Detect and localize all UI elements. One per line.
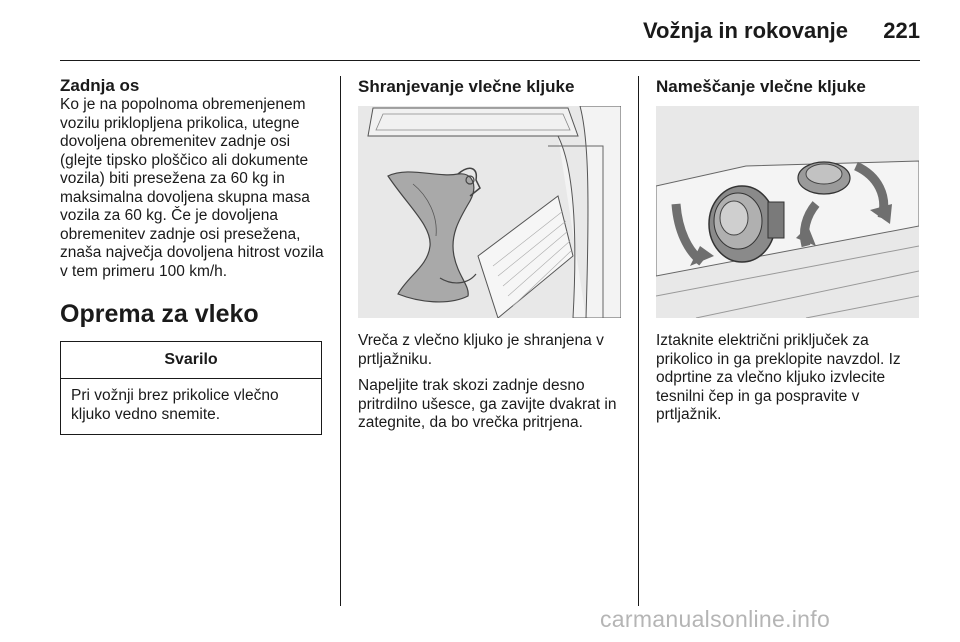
installation-instructions: Iztaknite električni priključek za prikolico in ga preklopite navzdol. Iz odprtine za vlečno kljuko izvlecite tesnilni čep in ga pospravite v prtljažnik. bbox=[656, 332, 901, 423]
warning-box bbox=[60, 341, 322, 435]
column-left bbox=[60, 76, 326, 435]
rear-axle-text: Ko je na popolnoma obremenjenem vozilu priklopljena prikolica, utegne dovoljena obremenitev zadnje osi (glejte tipsko ploščico ali dokumente vozila) biti presežena za 60 kg in maksimalna dovoljena skupna masa vozila za 60 kg. Če je dovoljena obremenitev zadnje osi presežena, znaša največja dovoljena hitrost vozila v tem primeru 100 km/h. bbox=[60, 96, 324, 280]
storage-instructions: Napeljite trak skozi zadnje desno pritrdilno ušesce, ga zavijte dvakrat in zategnite, da bo vrečka pritrjena. bbox=[358, 377, 617, 431]
section-title: Vožnja in rokovanje bbox=[643, 18, 848, 43]
tow-bag-illustration bbox=[358, 106, 621, 318]
column-divider-2 bbox=[638, 76, 639, 606]
column-divider-1 bbox=[340, 76, 341, 606]
warning-title: Svarilo bbox=[61, 342, 321, 379]
column-right bbox=[656, 76, 922, 425]
towing-equipment-heading: Oprema za vleko bbox=[60, 300, 259, 328]
storage-heading: Shranjevanje vlečne kljuke bbox=[358, 77, 575, 96]
watermark: carmanualsonline.info bbox=[600, 606, 831, 632]
page-number: 221 bbox=[883, 18, 920, 43]
column-middle bbox=[358, 76, 624, 433]
installation-heading: Nameščanje vlečne kljuke bbox=[656, 77, 866, 96]
tow-socket-illustration bbox=[656, 106, 919, 318]
warning-text: Pri vožnji brez prikolice vlečno kljuko vedno snemite. bbox=[71, 387, 279, 423]
rear-axle-subhead: Zadnja os bbox=[60, 76, 140, 95]
header-rule bbox=[60, 60, 920, 61]
storage-caption: Vreča z vlečno kljuko je shranjena v prtljažniku. bbox=[358, 332, 604, 368]
page-header bbox=[60, 14, 920, 54]
